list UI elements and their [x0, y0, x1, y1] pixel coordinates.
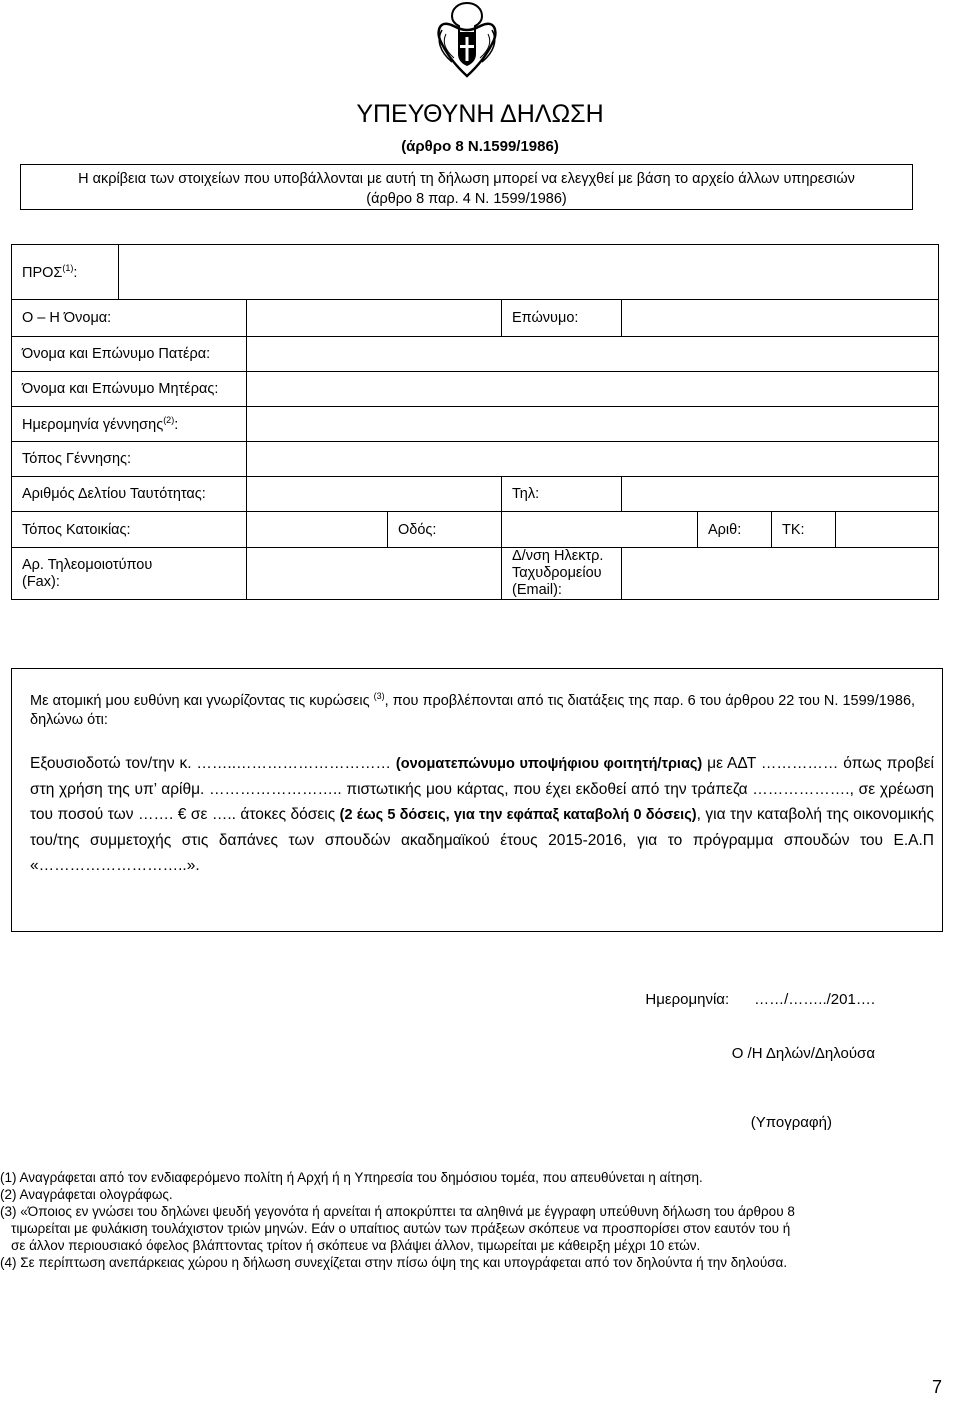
birthdate-field[interactable] [247, 407, 939, 442]
street-field[interactable] [502, 512, 698, 548]
mother-name-field[interactable] [247, 372, 939, 407]
phone-label: Τηλ: [502, 477, 622, 512]
signer-label: Ο /Η Δηλών/Δηλούσα [731, 1045, 875, 1062]
page-number: 7 [931, 1377, 942, 1397]
document-title: ΥΠΕΥΘΥΝΗ ΔΗΛΩΣΗ [356, 100, 604, 128]
id-number-field[interactable] [247, 477, 502, 512]
email-field[interactable] [622, 548, 939, 600]
postcode-field[interactable] [836, 512, 939, 548]
footnote-3-line-2: τιμωρείται με φυλάκιση τουλάχιστον τριών μηνών. Εάν ο υπαίτιος αυτών των πράξεων σκόπευε να προσπορίσει στον εαυτόν του ή [11, 1221, 791, 1236]
phone-field[interactable] [622, 477, 939, 512]
email-label: Δ/νση Ηλεκτρ. Ταχυδρομείου (Email): [502, 548, 622, 600]
pros-field[interactable] [119, 245, 939, 300]
footnote-2: (2) Αναγράφεται ολογράφως. [0, 1187, 173, 1202]
residence-label: Τόπος Κατοικίας: [12, 512, 247, 548]
father-name-field[interactable] [247, 337, 939, 372]
number-label: Αριθ: [698, 512, 772, 548]
personal-details-table [11, 244, 939, 600]
footnote-3-line-1: (3) «Όποιος εν γνώσει του δηλώνει ψευδή γεγονότα ή αρνείται ή αποκρύπτει τα αληθινά με έγγραφη υπεύθυνη δήλωση του άρθρου 8 [0, 1204, 795, 1219]
mother-name-label: Όνομα και Επώνυμο Μητέρας: [12, 372, 247, 407]
birthdate-label: Ημερομηνία γέννησης$^{(2)}$: [12, 407, 247, 442]
name-label: Ο – Η Όνομα: [12, 300, 247, 337]
greek-coat-of-arms-icon [428, 0, 506, 80]
notice-box [20, 164, 913, 210]
notice-line-2: (άρθρο 8 παρ. 4 Ν. 1599/1986) [366, 191, 567, 207]
surname-field[interactable] [622, 300, 939, 337]
birthplace-field[interactable] [247, 442, 939, 477]
statement-box [11, 668, 943, 932]
surname-label: Επώνυμο: [502, 300, 622, 337]
street-label: Οδός: [388, 512, 502, 548]
residence-field[interactable] [247, 512, 388, 548]
footnote-1: (1) Αναγράφεται από τον ενδιαφερόμενο πολίτη ή Αρχή ή η Υπηρεσία του δημόσιου τομέα, που απευθύνεται η αίτηση. [0, 1170, 703, 1185]
date-line: Ημερομηνία: ……/……../201…. [645, 991, 875, 1008]
fax-field[interactable] [247, 548, 502, 600]
footnotes [0, 1169, 960, 1271]
notice-line-1: Η ακρίβεια των στοιχείων που υποβάλλονται με αυτή τη δήλωση μπορεί να ελεγχθεί με βάση το αρχείο άλλων υπηρεσιών [78, 171, 855, 187]
postcode-label: ΤΚ: [772, 512, 836, 548]
statement-intro: Με ατομική μου ευθύνη και γνωρίζοντας τις κυρώσεις $^{(3)}$, που προβλέπονται από τις διατάξεις της παρ. 6 του άρθρου 22 του Ν. 1599/1986, δηλώνω ότι: [30, 691, 916, 728]
statement-body[interactable]: Εξουσιοδοτώ τον/την κ. ……..………………………… (ονοματεπώνυμο υποψήφιου φοιτητή/τριας) με ΑΔΤ …………… όπως προβεί στη χρήση της υπ’ αρίθμ. …………………….. πιστωτικής μου κάρτας, που έχει εκδοθεί από την τράπεζα ………………., σε χρέωση του ποσού των ……. € σε ….. άτοκες δόσεις (2 έως 5 δόσεις, για την εφάπαξ καταβολή 0 δόσεις), για την καταβολή της οικονομικής του/της συμμετοχής στις δαπάνες των σπουδών ακαδημαϊκού έτους 2015-2016, για το πρόγραμμα σπουδών του Ε.Α.Π «………………………..». [30, 755, 935, 874]
fax-label: Αρ. Τηλεομοιοτύπου (Fax): [12, 548, 247, 600]
id-number-label: Αριθμός Δελτίου Ταυτότητας: [12, 477, 247, 512]
name-field[interactable] [247, 300, 502, 337]
signature-label: (Υπογραφή) [750, 1114, 832, 1131]
footnote-4: (4) Σε περίπτωση ανεπάρκειας χώρου η δήλωση συνεχίζεται στην πίσω όψη της και υπογράφεται από τον δηλούντα ή την δηλούσα. [0, 1255, 788, 1270]
document-subtitle: (άρθρο 8 Ν.1599/1986) [401, 138, 559, 155]
birthplace-label: Τόπος Γέννησης: [12, 442, 247, 477]
father-name-label: Όνομα και Επώνυμο Πατέρα: [12, 337, 247, 372]
footnote-3-line-3: σε άλλον περιουσιακό όφελος βλάπτοντας τρίτον ή σκόπευε να βλάψει άλλον, τιμωρείται με κάθειρξη μέχρι 10 ετών. [11, 1238, 701, 1253]
pros-label: ΠΡΟΣ$^{(1)}$: [12, 245, 119, 300]
